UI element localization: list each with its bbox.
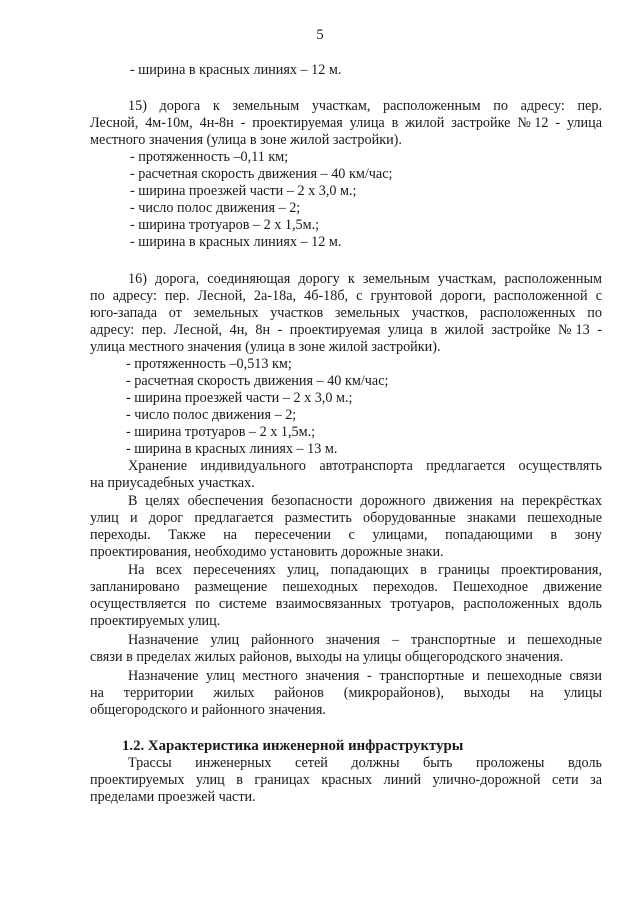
text-line: проектирования, необходимо установить дорожные знаки.: [90, 544, 444, 560]
text-line: на территории жилых районов (микрорайонов), выходы на улицы: [90, 685, 602, 701]
text-line: на приусадебных участках.: [90, 475, 255, 491]
text-line: Хранение индивидуального автотранспорта предлагается осуществлять: [128, 458, 602, 474]
text-line: - ширина в красных линиях – 12 м.: [130, 62, 342, 78]
text-line: На всех пересечениях улиц, попадающих в границы проектирования,: [128, 562, 602, 578]
text-line: адресу: пер. Лесной, 4н, 8н - проектируемая улица в жилой застройке №13 -: [90, 322, 602, 338]
text-line: Трассы инженерных сетей должны быть проложены вдоль: [128, 755, 602, 771]
text-line: связи в пределах жилых районов, выходы на улицы общегородского значения.: [90, 649, 564, 665]
list-item: - число полос движения – 2;: [130, 200, 301, 216]
page-number: 5: [316, 27, 324, 43]
list-item: - ширина проезжей части – 2 х 3,0 м.;: [126, 390, 353, 406]
text-line: общегородского и районного значения.: [90, 702, 326, 718]
list-item: - протяженность –0,513 км;: [126, 356, 292, 372]
text-line: проектируемых улиц в границах красных линий улично-дорожной сети за: [90, 772, 602, 788]
text-line: местного значения (улица в зоне жилой застройки).: [90, 132, 402, 148]
text-line: Назначение улиц районного значения – транспортные и пешеходные: [128, 632, 602, 648]
text-line: 16) дорога, соединяющая дорогу к земельным участкам, расположенным: [128, 271, 602, 287]
list-item: - ширина тротуаров – 2 х 1,5м.;: [126, 424, 316, 440]
text-line: улица местного значения (улица в зоне жилой застройки).: [90, 339, 441, 355]
list-item: - протяженность –0,11 км;: [130, 149, 289, 165]
list-item: - ширина проезжей части – 2 х 3,0 м.;: [130, 183, 357, 199]
list-item: - расчетная скорость движения – 40 км/час;: [130, 166, 393, 182]
list-item: - ширина в красных линиях – 13 м.: [126, 441, 338, 457]
list-item: - ширина в красных линиях – 12 м.: [130, 234, 342, 250]
text-line: пределами проезжей части.: [90, 789, 256, 805]
text-line: запланировано размещение пешеходных переходов. Пешеходное движение: [90, 579, 602, 595]
list-item: - число полос движения – 2;: [126, 407, 297, 423]
text-line: В целях обеспечения безопасности дорожного движения на перекрёстках: [128, 493, 602, 509]
section-heading: 1.2. Характеристика инженерной инфраструктуры: [122, 738, 464, 754]
text-line: юго-запада от земельных участков земельных участков, расположенных по: [90, 305, 602, 321]
list-item: - ширина тротуаров – 2 х 1,5м.;: [130, 217, 320, 233]
text-line: по адресу: пер. Лесной, 2а-18а, 4б-18б, с грунтовой дороги, расположенной с: [90, 288, 602, 304]
text-line: переходы. Также на пересечении с улицами, попадающими в зону: [90, 527, 602, 543]
text-line: улиц и дорог предлагается разместить оборудованные знаками пешеходные: [90, 510, 602, 526]
text-line: проектируемых улиц.: [90, 613, 221, 629]
text-line: Лесной, 4м-10м, 4н-8н - проектируемая улица в жилой застройке №12 - улица: [90, 115, 602, 131]
list-item: - расчетная скорость движения – 40 км/час;: [126, 373, 389, 389]
text-line: осуществляется по системе взаимосвязанных тротуаров, расположенных вдоль: [90, 596, 602, 612]
text-line: Назначение улиц местного значения - транспортные и пешеходные связи: [128, 668, 602, 684]
text-line: 15) дорога к земельным участкам, расположенным по адресу: пер.: [128, 98, 602, 114]
